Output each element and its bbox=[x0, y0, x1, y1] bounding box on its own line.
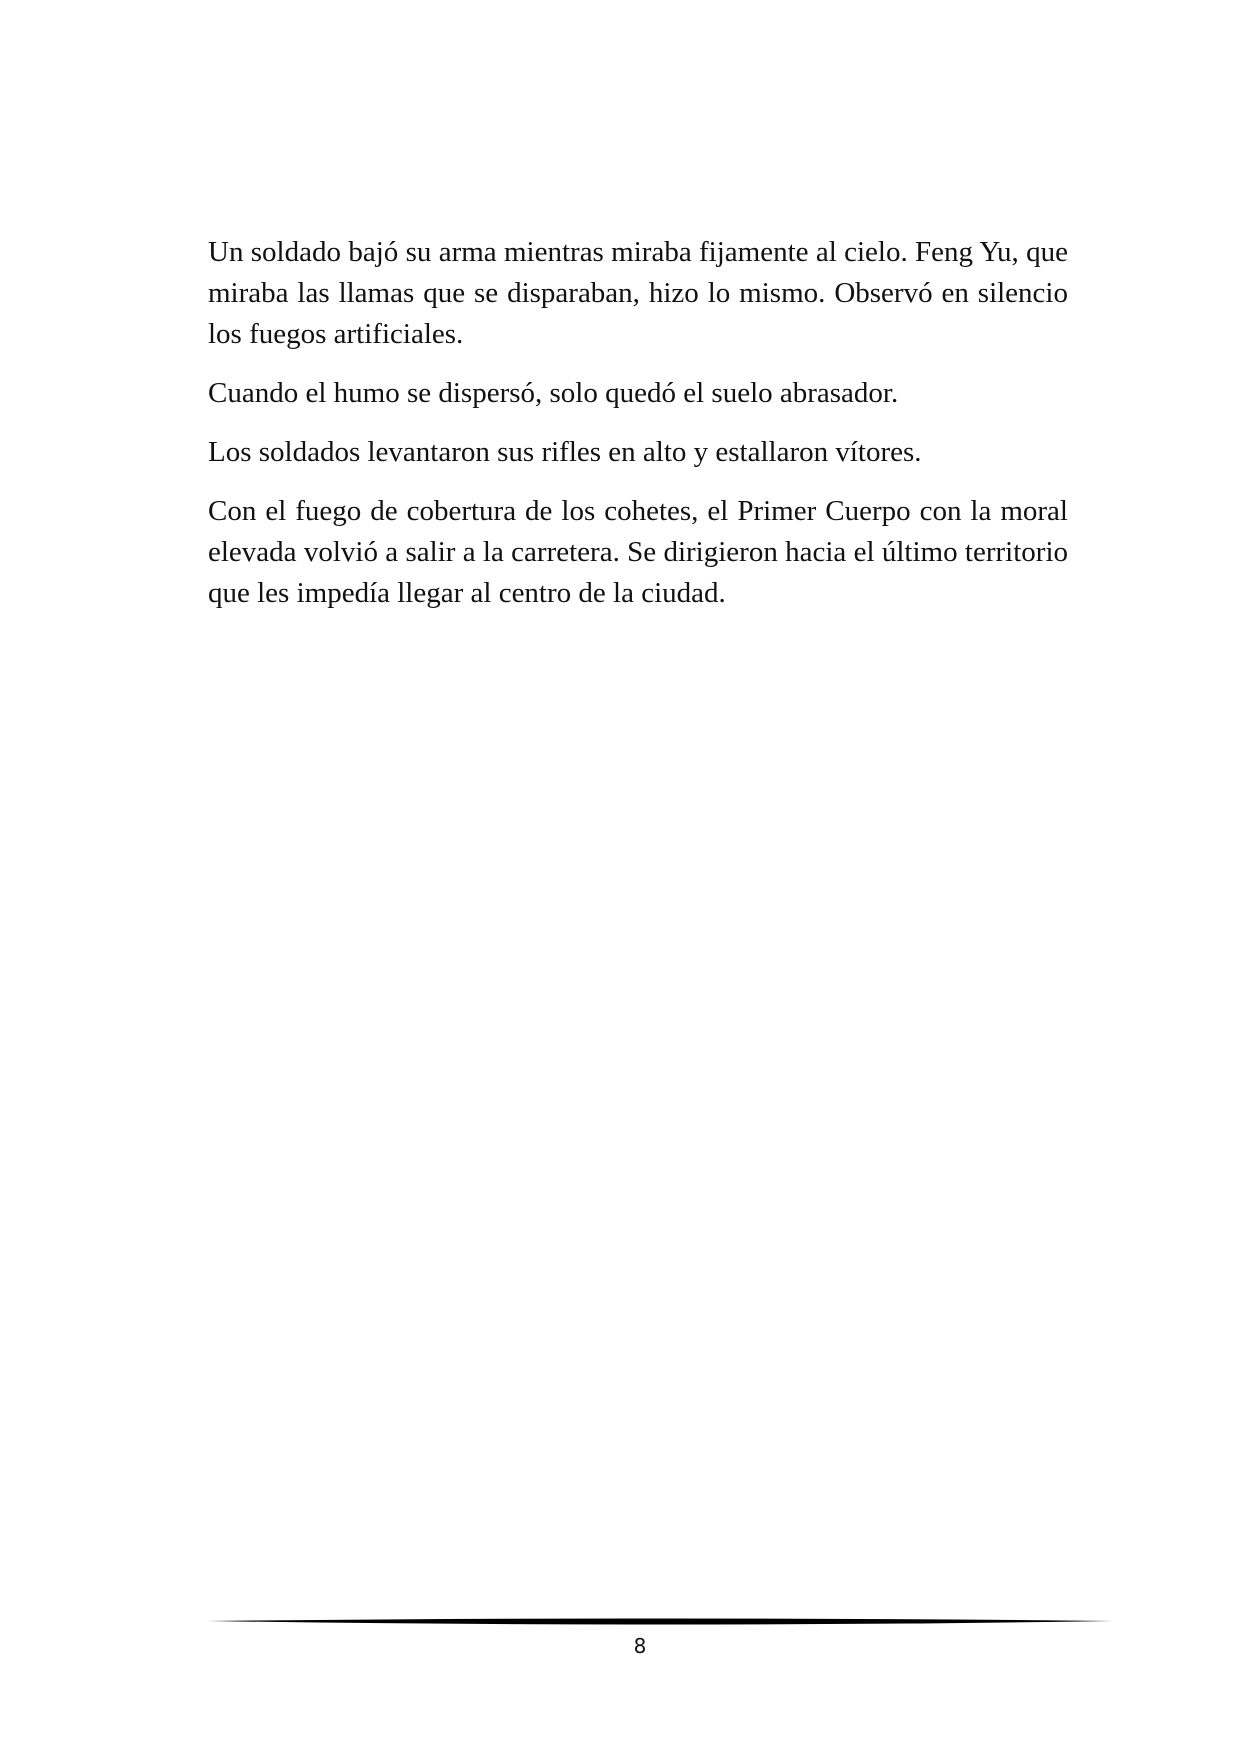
paragraph-3: Los soldados levantaron sus rifles en alto y estallaron vítores. bbox=[208, 436, 922, 468]
footer-rule-shape bbox=[208, 1619, 1112, 1625]
page-number: 8 bbox=[633, 1634, 647, 1658]
body-text bbox=[208, 232, 1068, 632]
paragraph-1: Un soldado bajó su arma mientras miraba fijamente al cielo. Feng Yu, que miraba las llamas que se disparaban, hizo lo mismo. Observó en silencio los fuegos artificiales. bbox=[208, 236, 1068, 350]
footer-rule bbox=[208, 1614, 1112, 1630]
paragraph-4: Con el fuego de cobertura de los cohetes, el Primer Cuerpo con la moral elevada volvió a salir a la carretera. Se dirigieron hacia el último territorio que les impedía llegar al centro de la ciudad. bbox=[208, 495, 1068, 609]
paragraph-2: Cuando el humo se dispersó, solo quedó el suelo abrasador. bbox=[208, 377, 899, 409]
